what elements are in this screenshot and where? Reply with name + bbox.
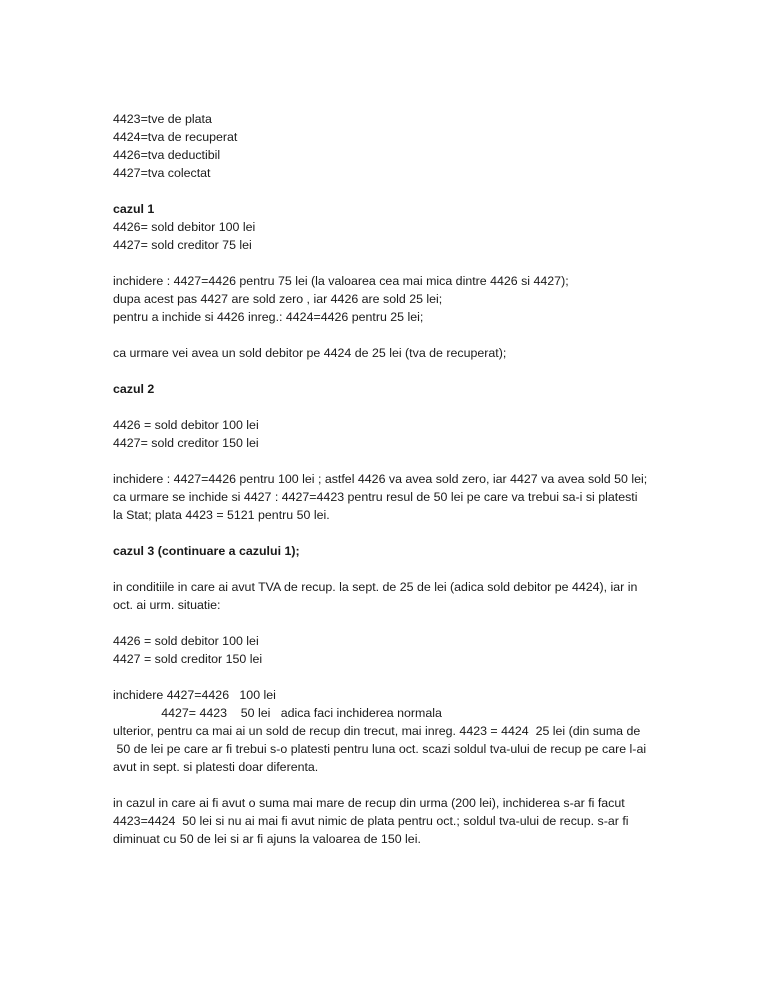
case-2-heading: cazul 2 — [113, 382, 155, 396]
document-page — [113, 110, 673, 848]
sold-line: 4427= sold creditor 150 lei — [113, 436, 259, 450]
alternative-line: 4423=4424 50 lei si nu ai mai fi avut nimic de plata pentru oct.; soldul tva-ului de recup. s-ar fi — [113, 814, 629, 828]
sold-line: 4426 = sold debitor 100 lei — [113, 418, 259, 432]
alternative-line: in cazul in care ai fi avut o suma mai mare de recup din urma (200 lei), inchiderea s-ar fi facut — [113, 796, 625, 810]
closing-line: 4427= 4423 50 lei adica faci inchiderea normala — [113, 706, 442, 720]
closing-line: avut in sept. si platesti doar diferenta. — [113, 760, 319, 774]
case-1-section — [113, 200, 673, 362]
closing-line: la Stat; plata 4423 = 5121 pentru 50 lei. — [113, 508, 330, 522]
case-3-heading: cazul 3 (continuare a cazului 1); — [113, 544, 300, 558]
alternative-line: diminuat cu 50 de lei si ar fi ajuns la valoarea de 150 lei. — [113, 832, 421, 846]
case-2-section — [113, 380, 673, 524]
closing-line: inchidere : 4427=4426 pentru 75 lei (la valoarea cea mai mica dintre 4426 si 4427); — [113, 274, 569, 288]
intro-line: oct. ai urm. situatie: — [113, 598, 221, 612]
closing-line: dupa acest pas 4427 are sold zero , iar 4426 are sold 25 lei; — [113, 292, 443, 306]
definition-line: 4424=tva de recuperat — [113, 130, 238, 144]
closing-line: inchidere : 4427=4426 pentru 100 lei ; astfel 4426 va avea sold zero, iar 4427 va avea sold 50 lei; — [113, 472, 648, 486]
definition-line: 4426=tva deductibil — [113, 148, 221, 162]
closing-line: 50 de lei pe care ar fi trebui s-o platesti pentru luna oct. scazi soldul tva-ului de recup pe care l-ai — [113, 742, 647, 756]
sold-line: 4427= sold creditor 75 lei — [113, 238, 252, 252]
case-3-section — [113, 542, 673, 848]
closing-line: inchidere 4427=4426 100 lei — [113, 688, 276, 702]
intro-line: in conditiile in care ai avut TVA de recup. la sept. de 25 de lei (adica sold debitor pe 4424), iar in — [113, 580, 638, 594]
sold-line: 4426 = sold debitor 100 lei — [113, 634, 259, 648]
closing-line: ulterior, pentru ca mai ai un sold de recup din trecut, mai inreg. 4423 = 4424 25 lei (din suma de — [113, 724, 641, 738]
result-line: ca urmare vei avea un sold debitor pe 4424 de 25 lei (tva de recuperat); — [113, 346, 507, 360]
closing-line: pentru a inchide si 4426 inreg.: 4424=4426 pentru 25 lei; — [113, 310, 424, 324]
case-1-heading: cazul 1 — [113, 202, 155, 216]
definition-line: 4427=tva colectat — [113, 166, 211, 180]
definition-line: 4423=tve de plata — [113, 112, 212, 126]
sold-line: 4426= sold debitor 100 lei — [113, 220, 256, 234]
closing-line: ca urmare se inchide si 4427 : 4427=4423 pentru resul de 50 lei pe care va trebui sa-i si platesti — [113, 490, 638, 504]
sold-line: 4427 = sold creditor 150 lei — [113, 652, 263, 666]
definitions-block — [113, 110, 673, 182]
